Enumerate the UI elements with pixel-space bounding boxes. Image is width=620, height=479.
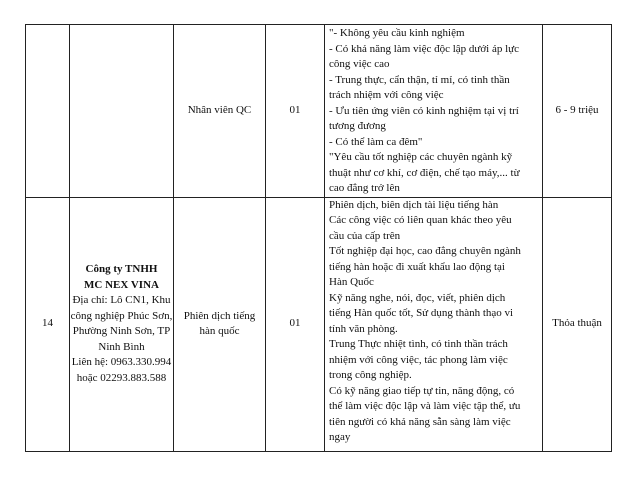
requirement-line: thể làm việc độc lập và làm việc tập thể, ưu [329,400,521,412]
position-cell [174,197,266,451]
requirement-line: Kỹ năng nghe, nói, đọc, viết, phiên dịch [329,291,506,304]
salary-cell: 6 - 9 triệu [543,25,612,198]
salary-cell: Thỏa thuận [543,197,612,451]
company-cell [70,25,174,198]
requirement-line: công việc cao [329,58,390,70]
requirement-line: tiếng hàn hoặc đi xuất khẩu lao động tại [329,260,505,273]
requirements-cell [325,25,543,198]
job-listing-table [25,24,612,452]
quantity-cell: 01 [266,197,325,451]
requirement-line: tiếng Hàn quốc tốt, Sử dụng thành thạo vi [329,307,514,319]
requirement-line: cầu của cấp trên [329,229,401,242]
company-address-line: Ninh Bình [98,340,145,353]
company-name: Công ty TNHH [85,263,158,275]
requirement-line: tính văn phòng. [329,322,398,335]
requirement-line: "- Không yêu cầu kinh nghiệm [329,27,465,39]
company-name: MC NEX VINA [84,278,159,291]
requirement-line: Phiên dịch, biên dịch tài liệu tiếng hàn [329,198,499,211]
company-address-line: công nghiệp Phúc Sơn, [70,309,173,322]
requirement-line: "Yêu cầu tốt nghiệp các chuyên ngành kỹ [329,151,513,163]
requirement-line: Tốt nghiệp đại học, cao đẳng chuyên ngành [329,245,521,257]
company-contact-line: hoặc 02293.883.588 [76,371,167,384]
requirement-line: nhiệm với công việc, tác phong làm việc [329,353,508,366]
requirement-line: thuật như cơ khí, cơ điện, chế tạo máy,... từ [329,166,520,179]
quantity-cell: 01 [266,25,325,198]
row-number-cell: 14 [26,197,70,451]
requirement-line: - Có khả năng làm việc độc lập dưới áp lực [329,42,520,55]
company-cell [70,197,174,451]
requirement-line: ngay [329,431,351,443]
requirement-line: Các công việc có liên quan khác theo yêu [329,214,512,226]
requirement-line: tiên người có khả năng sẵn sàng làm việc [329,415,511,428]
company-contact-line: Liên hệ: 0963.330.994 [71,356,172,368]
company-address-line: Phường Ninh Sơn, TP [72,325,171,337]
requirement-line: trong công nghiệp. [329,369,412,381]
requirement-line: Có kỹ năng giao tiếp tự tin, năng động, có [329,384,515,397]
row-number-cell [26,25,70,198]
requirement-line: tương đương [329,120,386,132]
position-cell: Nhân viên QC [174,25,266,198]
requirement-line: - Trung thực, cẩn thận, tỉ mỉ, có tinh thần [329,73,510,86]
requirements-cell [325,197,543,451]
requirement-line: Hàn Quốc [329,276,374,288]
position-line: hàn quốc [199,325,240,337]
requirement-line: cao đẳng trở lên [329,182,400,194]
requirement-line: trách nhiệm với công việc [329,89,444,101]
table-row [26,197,612,451]
table-row [26,25,612,198]
position-line: Phiên dịch tiếng [183,309,256,322]
requirement-line: - Có thể làm ca đêm" [329,135,423,148]
requirement-line: - Ưu tiên ứng viên có kinh nghiệm tại vị trí [329,104,519,117]
requirement-line: Trung Thực nhiệt tình, có tinh thần trách [329,338,508,350]
company-address-line: Địa chỉ: Lô CN1, Khu [72,294,171,306]
